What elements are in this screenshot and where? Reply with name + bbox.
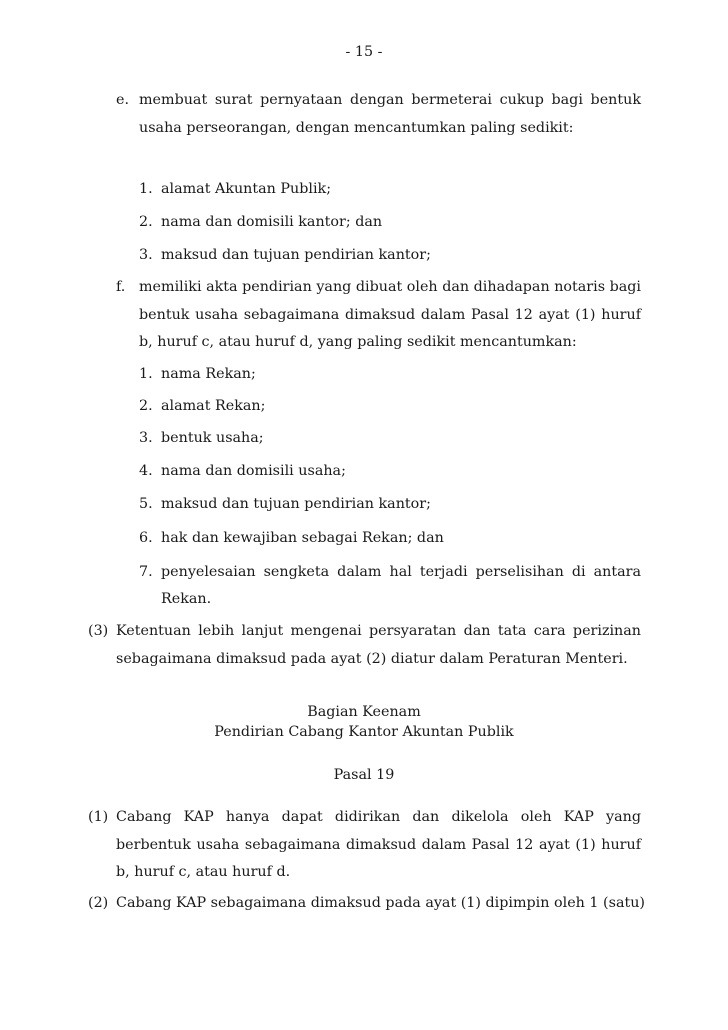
item-f-marker: f. [116,279,126,295]
item-e-sub-1-text: alamat Akuntan Publik; [161,181,332,197]
item-e-sub-2-text: nama dan domisili kantor; dan [161,214,383,230]
ayat-3-marker: (3) [88,623,109,639]
pasal19-ayat-1-line-2: berbentuk usaha sebagaimana dimaksud dalam Pasal 12 ayat (1) huruf [116,837,641,853]
item-f-sub-4-marker: 4. [139,463,153,479]
ayat-3-line-2: sebagaimana dimaksud pada ayat (2) diatur dalam Peraturan Menteri. [116,651,628,667]
section-title: Pendirian Cabang Kantor Akuntan Publik [214,724,514,740]
item-f-line-2: bentuk usaha sebagaimana dimaksud dalam Pasal 12 ayat (1) huruf [139,307,641,323]
item-e-sub-3-marker: 3. [139,247,153,263]
pasal-heading: Pasal 19 [333,767,395,783]
section-heading: Bagian Keenam [307,704,421,720]
item-f-sub-2-marker: 2. [139,398,153,414]
item-e-marker: e. [116,92,130,108]
item-f-sub-7-text: penyelesaian sengketa dalam hal terjadi perselisihan di antara [161,564,641,580]
item-e-sub-1-marker: 1. [139,181,153,197]
page-number: - 15 - [345,44,383,60]
item-e-line-1: membuat surat pernyataan dengan bermeterai cukup bagi bentuk [139,92,641,108]
item-f-sub-1-text: nama Rekan; [161,366,256,382]
item-f-sub-1-marker: 1. [139,366,153,382]
pasal19-ayat-2-marker: (2) [88,895,109,911]
item-f-line-1: memiliki akta pendirian yang dibuat oleh dan dihadapan notaris bagi [139,279,641,295]
item-f-sub-3-marker: 3. [139,430,153,446]
pasal19-ayat-1-line-3: b, huruf c, atau huruf d. [116,864,291,880]
item-f-sub-7-marker: 7. [139,564,153,580]
item-e-sub-2-marker: 2. [139,214,153,230]
item-f-sub-5-text: maksud dan tujuan pendirian kantor; [161,496,431,512]
pasal19-ayat-1-marker: (1) [88,809,109,825]
item-f-sub-5-marker: 5. [139,496,153,512]
item-f-sub-7-text-cont: Rekan. [161,591,212,607]
item-f-sub-6-text: hak dan kewajiban sebagai Rekan; dan [161,530,444,546]
item-f-sub-6-marker: 6. [139,530,153,546]
item-f-sub-3-text: bentuk usaha; [161,430,264,446]
ayat-3-line-1: Ketentuan lebih lanjut mengenai persyaratan dan tata cara perizinan [116,623,641,639]
item-e-sub-3-text: maksud dan tujuan pendirian kantor; [161,247,431,263]
pasal19-ayat-1-line-1: Cabang KAP hanya dapat didirikan dan dikelola oleh KAP yang [116,809,641,825]
item-f-sub-2-text: alamat Rekan; [161,398,266,414]
item-f-sub-4-text: nama dan domisili usaha; [161,463,346,479]
pasal19-ayat-2-line-1: Cabang KAP sebagaimana dimaksud pada ayat (1) dipimpin oleh 1 (satu) [116,895,646,911]
item-e-line-2: usaha perseorangan, dengan mencantumkan paling sedikit: [139,120,574,136]
item-f-line-3: b, huruf c, atau huruf d, yang paling sedikit mencantumkan: [139,334,577,350]
